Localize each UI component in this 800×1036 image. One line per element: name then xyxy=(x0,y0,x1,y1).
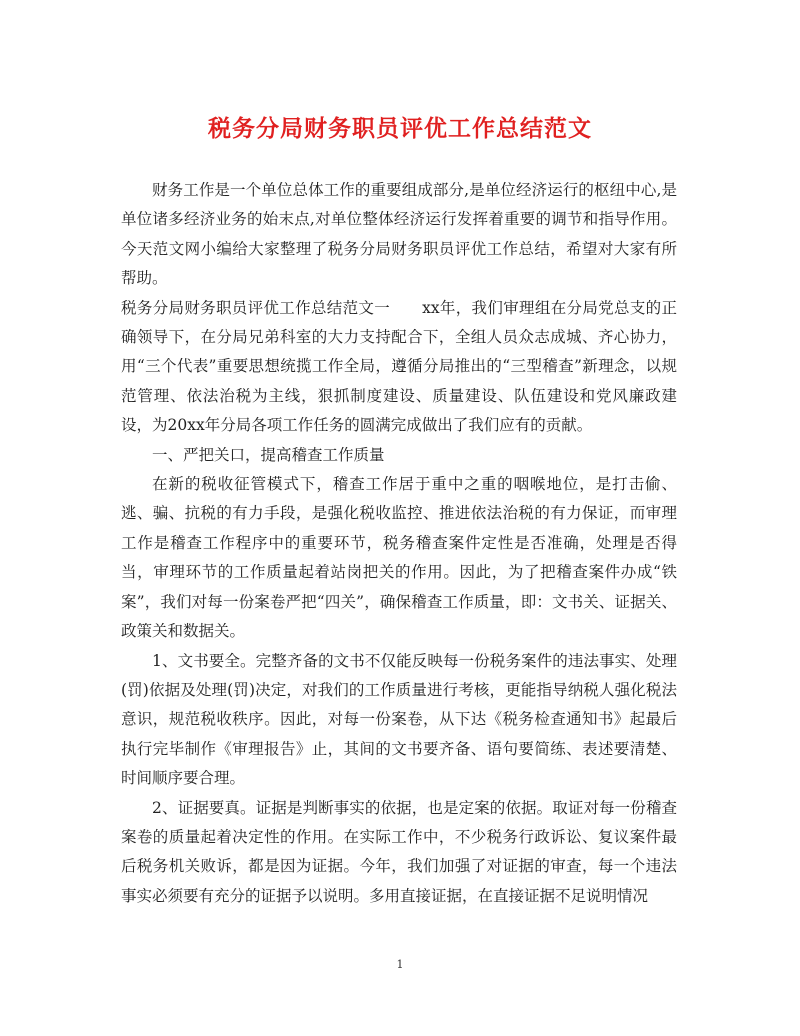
sample-opening: xx年，我们审理组在分局党总支的正确领导下，在分局兄弟科室的大力支持配合下，全组人员众志成城、齐心协力，用“三个代表”重要思想统揽工作全局，遵循分局推出的“三型稽查”新理念，以规范管理、依法治税为主线，狠抓制度建设、质量建设、队伍建设和党风廉政建设，为20xx年分局各项工作任务的圆满完成做出了我们应有的贡献。 xyxy=(121,298,677,435)
document-body xyxy=(121,176,677,911)
point-paragraph-2: 2、证据要真。证据是判断事实的依据，也是定案的依据。取证对每一份稽查案卷的质量起着决定性的作用。在实际工作中，不少税务行政诉讼、复议案件最后税务机关败诉，都是因为证据。今年，我们加强了对证据的审查，每一个违法事实必须要有充分的证据予以说明。多用直接证据，在直接证据不足说明情况 xyxy=(121,798,677,905)
page-number: 1 xyxy=(396,958,404,971)
sample-heading: 税务分局财务职员评优工作总结范文一 xyxy=(121,298,391,317)
point-paragraph-1: 1、文书要全。完整齐备的文书不仅能反映每一份税务案件的违法事实、处理(罚)依据及处理(罚)决定，对我们的工作质量进行考核，更能指导纳税人强化税法意识，规范税收秩序。因此，对每一份案卷，从下达《税务检查通知书》起最后执行完毕制作《审理报告》止，其间的文书要齐备、语句要简练、表述要清楚、时间顺序要合理。 xyxy=(121,651,677,788)
section-paragraph: 在新的税收征管模式下，稽查工作居于重中之重的咽喉地位，是打击偷、逃、骗、抗税的有力手段，是强化税收监控、推进依法治税的有力保证，而审理工作是稽查工作程序中的重要环节，税务稽查案件定性是否准确，处理是否得当，审理环节的工作质量起着站岗把关的作用。因此，为了把稽查案件办成“铁案”，我们对每一份案卷严把“四关”，确保稽查工作质量，即：文书关、证据关、政策关和数据关。 xyxy=(121,475,677,641)
intro-paragraph: 财务工作是一个单位总体工作的重要组成部分,是单位经济运行的枢纽中心,是单位诸多经济业务的始末点,对单位整体经济运行发挥着重要的调节和指导作用。今天范文网小编给大家整理了税务分局财务职员评优工作总结，希望对大家有所帮助。 xyxy=(121,181,677,288)
document-title: 税务分局财务职员评优工作总结范文 xyxy=(208,115,592,142)
sample-paragraph xyxy=(121,294,677,441)
section-heading: 一、严把关口，提高稽查工作质量 xyxy=(152,445,385,464)
